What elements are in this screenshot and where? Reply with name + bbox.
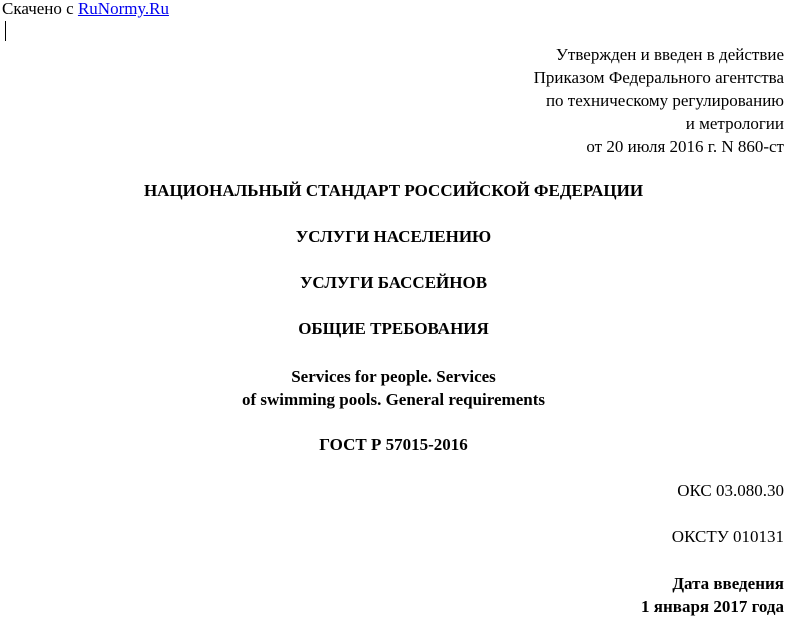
english-title-line: of swimming pools. General requirements: [242, 390, 545, 409]
source-prefix: Скачено с: [2, 0, 78, 18]
introduction-date-block: [641, 572, 784, 618]
okstu-code: ОКСТУ 010131: [671, 527, 784, 546]
approval-line: и метрологии: [685, 114, 784, 133]
text-cursor: [5, 21, 6, 41]
english-title-line: Services for people. Services: [291, 367, 496, 386]
introduction-label: Дата введения: [672, 574, 784, 593]
standard-code: ГОСТ Р 57015-2016: [319, 435, 468, 454]
standard-title-pools: УСЛУГИ БАССЕЙНОВ: [299, 273, 488, 292]
introduction-date: 1 января 2017 года: [641, 597, 784, 616]
standard-title-requirements: ОБЩИЕ ТРЕБОВАНИЯ: [298, 319, 489, 338]
approval-line: от 20 июля 2016 г. N 860-ст: [586, 137, 784, 156]
english-title: [0, 365, 787, 411]
approval-block: [534, 43, 784, 158]
approval-line: Приказом Федерального агентства: [533, 68, 784, 87]
standard-title-services: УСЛУГИ НАСЕЛЕНИЮ: [295, 227, 492, 246]
approval-line: Утвержден и введен в действие: [555, 45, 784, 64]
source-link[interactable]: RuNormy.Ru: [77, 0, 169, 18]
oks-code: ОКС 03.080.30: [677, 481, 784, 500]
standard-heading: НАЦИОНАЛЬНЫЙ СТАНДАРТ РОССИЙСКОЙ ФЕДЕРАЦИИ: [143, 181, 644, 200]
source-line: [2, 0, 169, 19]
approval-line: по техническому регулированию: [545, 91, 784, 110]
